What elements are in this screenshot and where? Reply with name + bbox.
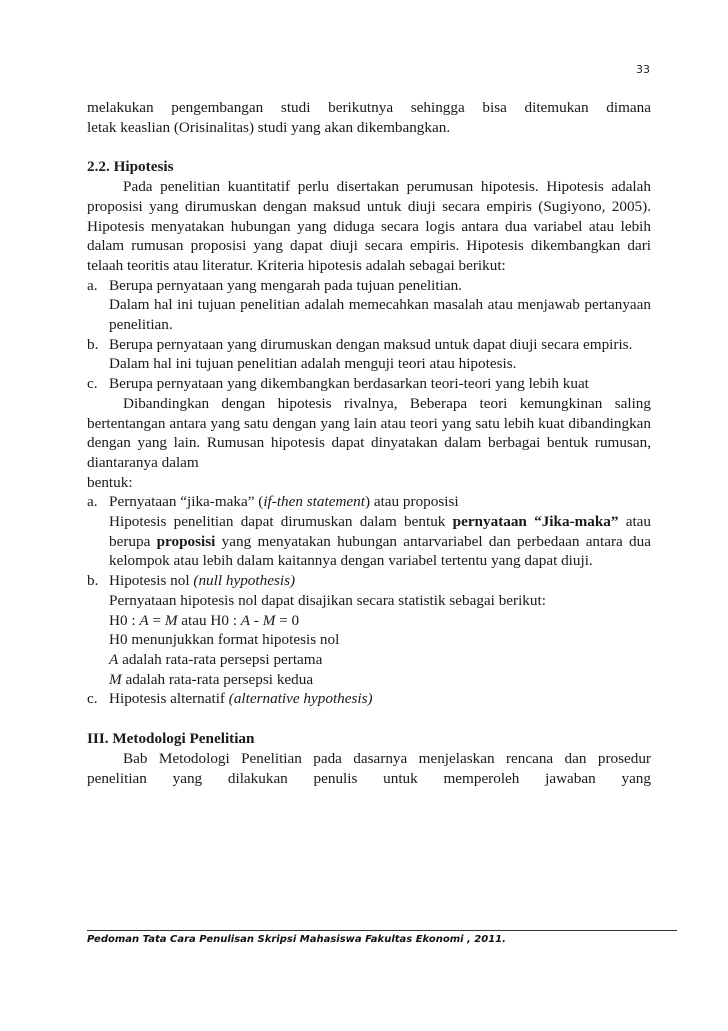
criteria-item-a [87,276,651,335]
criteria-note: Dalam hal ini tujuan penelitian adalah memecahkan masalah atau menjawab pertanyaan penelitian. [109,296,651,334]
list-marker: b. [87,572,99,590]
null-hypothesis-formula [109,611,651,631]
document-body [87,98,651,788]
intro-line-2: letak keaslian (Orisinalitas) studi yang akan dikembangkan. [87,118,451,136]
list-marker: b. [87,335,99,353]
formula-a: A [240,611,251,629]
intro-line-1: melakukan pengembangan studi berikutnya sehingga bisa ditemukan dimana [87,99,651,116]
list-marker: c. [87,690,98,708]
formula-a: A [139,611,149,629]
formula-minus: - [253,611,263,629]
footer-text: Pedoman Tata Cara Penulisan Skripsi Mahasiswa Fakultas Ekonomi , 2011. [87,934,506,945]
form-description [109,512,651,571]
form-title [109,571,651,591]
formula-h0: H0 : [109,611,140,629]
footer-rule [87,930,677,931]
list-marker: a. [87,493,98,511]
form-description: Pernyataan hipotesis nol dapat disajikan secara statistik sebagai berikut: [109,591,546,609]
formula-m: M [164,611,178,629]
criteria-text: Berupa pernyataan yang dikembangkan berdasarkan teori-teori yang lebih kuat [109,375,589,393]
form-title-italic: (null hypothesis) [193,572,296,590]
formula-note-h0: H0 menunjukkan format hipotesis nol [109,631,340,649]
list-marker: c. [87,375,98,393]
form-title [109,689,651,709]
criteria-text: Berupa pernyataan yang mengarah pada tujuan penelitian. [109,276,462,294]
form-desc-mid: atau berupa [109,513,651,550]
criteria-item-c [87,374,651,394]
formula-note-m [109,670,651,690]
form-desc-pre: Hipotesis penelitian dapat dirumuskan dalam bentuk [109,513,453,531]
form-desc-post: yang menyatakan hubungan antarvariabel dan perbedaan antara dua kelompok atau lebih dalam kaitannya dengan variabel tertentu yang dapat diuji. [109,532,651,570]
list-marker: a. [87,276,98,294]
form-item-c [87,689,651,709]
metodologi-paragraph: Bab Metodologi Penelitian pada dasarnya menjelaskan rencana dan prosedur penelitian yang dilakukan penulis untuk memperoleh jawaban yang [87,749,651,787]
form-title-italic: if-then statement [263,493,365,511]
criteria-note: Dalam hal ini tujuan penelitian adalah menguji teori atau hipotesis. [109,355,517,373]
section-heading-hipotesis: 2.2. Hipotesis [87,158,174,176]
formula-zero: = 0 [279,611,300,629]
formula-m: M [109,670,122,688]
formula-eq: = [152,611,165,629]
criteria-list [87,276,651,394]
form-title-pre: Hipotesis nol [109,572,194,590]
form-title-post: ) atau proposisi [364,493,459,511]
form-item-b [87,571,651,689]
criteria-text: Berupa pernyataan yang dirumuskan dengan maksud untuk dapat diuji secara empiris. [109,335,633,353]
form-desc-bold-2: proposisi [156,532,216,550]
form-title-italic: (alternative hypothesis) [228,690,373,708]
formula-note-a [109,650,651,670]
criteria-item-b [87,335,651,374]
form-item-a [87,492,651,571]
form-desc-bold-1: pernyataan “Jika-maka” [452,513,619,531]
formula-note-text: adalah rata-rata persepsi pertama [122,650,323,668]
formula-note-text: adalah rata-rata persepsi kedua [125,670,314,688]
formula-m: M [262,611,276,629]
hipotesis-paragraph-2-tail: bentuk: [87,473,133,491]
hipotesis-paragraph-2: Dibandingkan dengan hipotesis rivalnya, Beberapa teori kemungkinan saling bertentangan antara yang satu dengan yang lain atau teori yang satu lebih kuat dibandingkan dengan yang lain. Rumusan hipotesis dapat dinyatakan dalam berbagai bentuk rumusan, diantaranya dalam [87,394,651,471]
formula-a: A [109,650,119,668]
formula-atau: atau H0 : [181,611,241,629]
page-number: 33 [636,63,650,76]
section-heading-metodologi: III. Metodologi Penelitian [87,730,255,748]
form-title-pre: Pernyataan “jika-maka” ( [109,493,264,511]
form-title [109,492,651,512]
form-title-pre: Hipotesis alternatif [109,690,229,708]
forms-list [87,492,651,709]
hipotesis-paragraph: Pada penelitian kuantitatif perlu disertakan perumusan hipotesis. Hipotesis adalah proposisi yang dirumuskan dengan maksud untuk diuji secara empiris (Sugiyono, 2005). Hipotesis menyatakan hubungan yang diduga secara logis antara dua variabel atau lebih dalam rumusan proposisi yang dapat diuji secara empiris. Hipotesis dikembangkan dari telaah teoritis atau literatur. Kriteria hipotesis adalah sebagai berikut: [87,178,651,274]
